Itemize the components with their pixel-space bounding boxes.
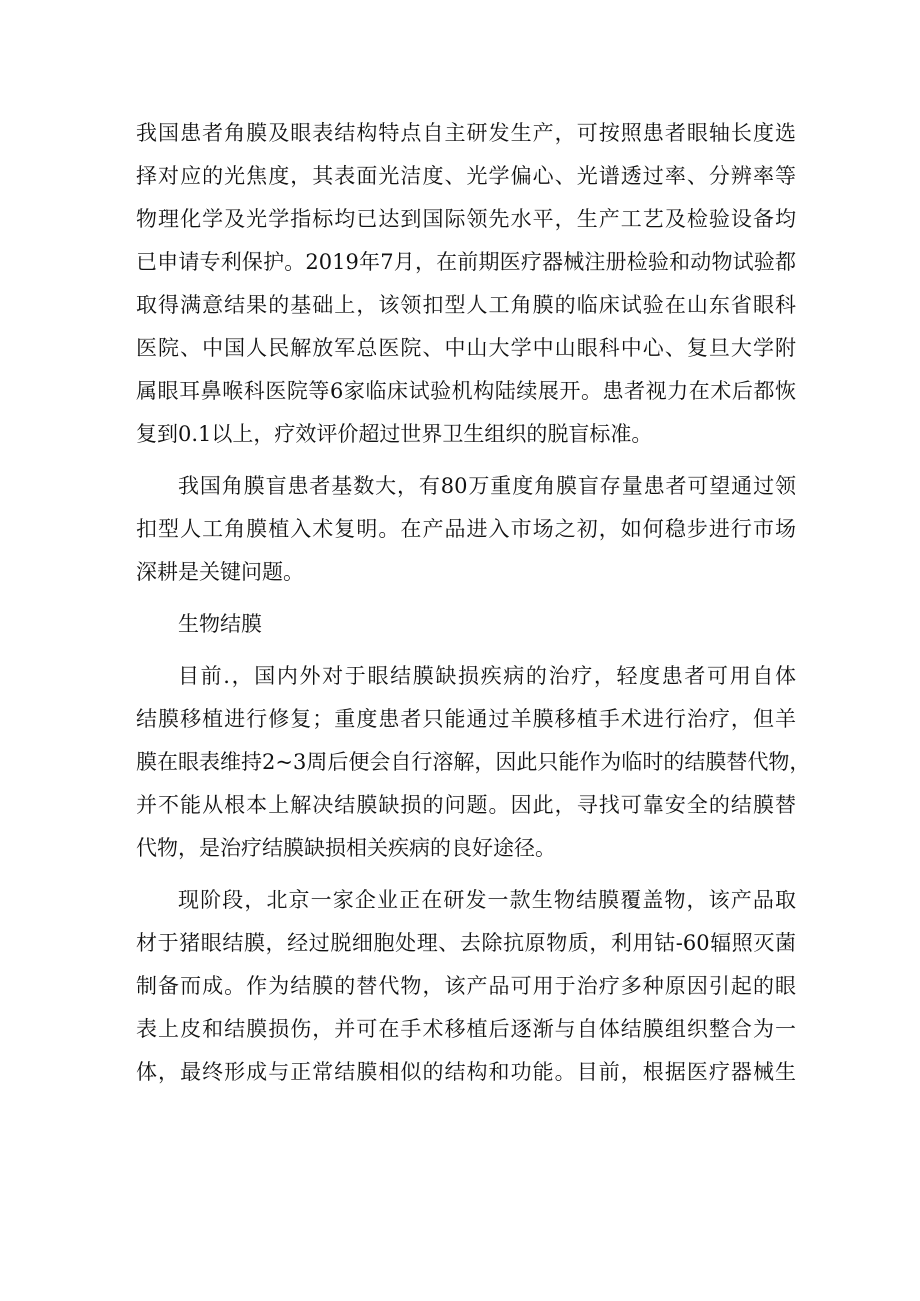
text-line: 属眼耳鼻喉科医院等6家临床试验机构陆续展开。患者视力在术后都恢 — [136, 379, 796, 403]
text-line: 目前.，国内外对于眼结膜缺损疾病的治疗，轻度患者可用自体 — [178, 664, 796, 688]
text-line: 代物，是治疗结膜缺损相关疾病的良好途径。 — [136, 836, 556, 860]
text-line: 膜在眼表维持2~3周后便会自行溶解，因此只能作为临时的结膜替代物， — [136, 750, 811, 774]
text-line: 表上皮和结膜损伤，并可在手术移植后逐渐与自体结膜组织整合为一 — [136, 1017, 796, 1041]
text-line: 制备而成。作为结膜的替代物，该产品可用于治疗多种原因引起的眼 — [136, 974, 796, 998]
text-line: 深耕是关键问题。 — [136, 560, 304, 584]
document-body — [136, 112, 811, 1094]
text-line: 现阶段，北京一家企业正在研发一款生物结膜覆盖物，该产品取 — [178, 888, 796, 912]
text-line: 我国患者角膜及眼表结构特点自主研发生产，可按照患者眼轴长度选 — [136, 121, 796, 145]
text-line: 复到0.1以上，疗效评价超过世界卫生组织的脱盲标准。 — [136, 422, 653, 446]
paragraph — [136, 465, 796, 594]
text-line: 并不能从根本上解决结膜缺损的问题。因此，寻找可靠安全的结膜替 — [136, 793, 796, 817]
paragraph-gap — [136, 870, 796, 879]
text-line: 体，最终形成与正常结膜相似的结构和功能。目前，根据医疗器械生 — [136, 1060, 796, 1084]
text-line: 择对应的光焦度，其表面光洁度、光学偏心、光谱透过率、分辨率等 — [136, 164, 796, 188]
text-line: 取得满意结果的基础上，该领扣型人工角膜的临床试验在山东省眼科 — [136, 293, 796, 317]
text-line: 已申请专利保护。2019年7月，在前期医疗器械注册检验和动物试验都 — [136, 250, 796, 274]
text-line: 材于猪眼结膜，经过脱细胞处理、去除抗原物质，利用钴-60辐照灭菌 — [136, 931, 796, 955]
text-line: 我国角膜盲患者基数大，有80万重度角膜盲存量患者可望通过领 — [178, 474, 796, 498]
text-line: 结膜移植进行修复；重度患者只能通过羊膜移植手术进行治疗，但羊 — [136, 707, 796, 731]
text-line: 物理化学及光学指标均已达到国际领先水平，生产工艺及检验设备均 — [136, 207, 796, 231]
text-line: 扣型人工角膜植入术复明。在产品进入市场之初，如何稳步进行市场 — [136, 517, 796, 541]
text-line: 医院、中国人民解放军总医院、中山大学中山眼科中心、复旦大学附 — [136, 336, 796, 360]
paragraph-gap — [136, 594, 796, 603]
paragraph-gap — [136, 646, 796, 655]
heading-text: 生物结膜 — [178, 612, 262, 636]
section-heading — [136, 603, 796, 646]
paragraph-gap — [136, 456, 796, 465]
paragraph — [136, 879, 796, 1094]
paragraph — [136, 655, 811, 870]
paragraph — [136, 112, 796, 456]
